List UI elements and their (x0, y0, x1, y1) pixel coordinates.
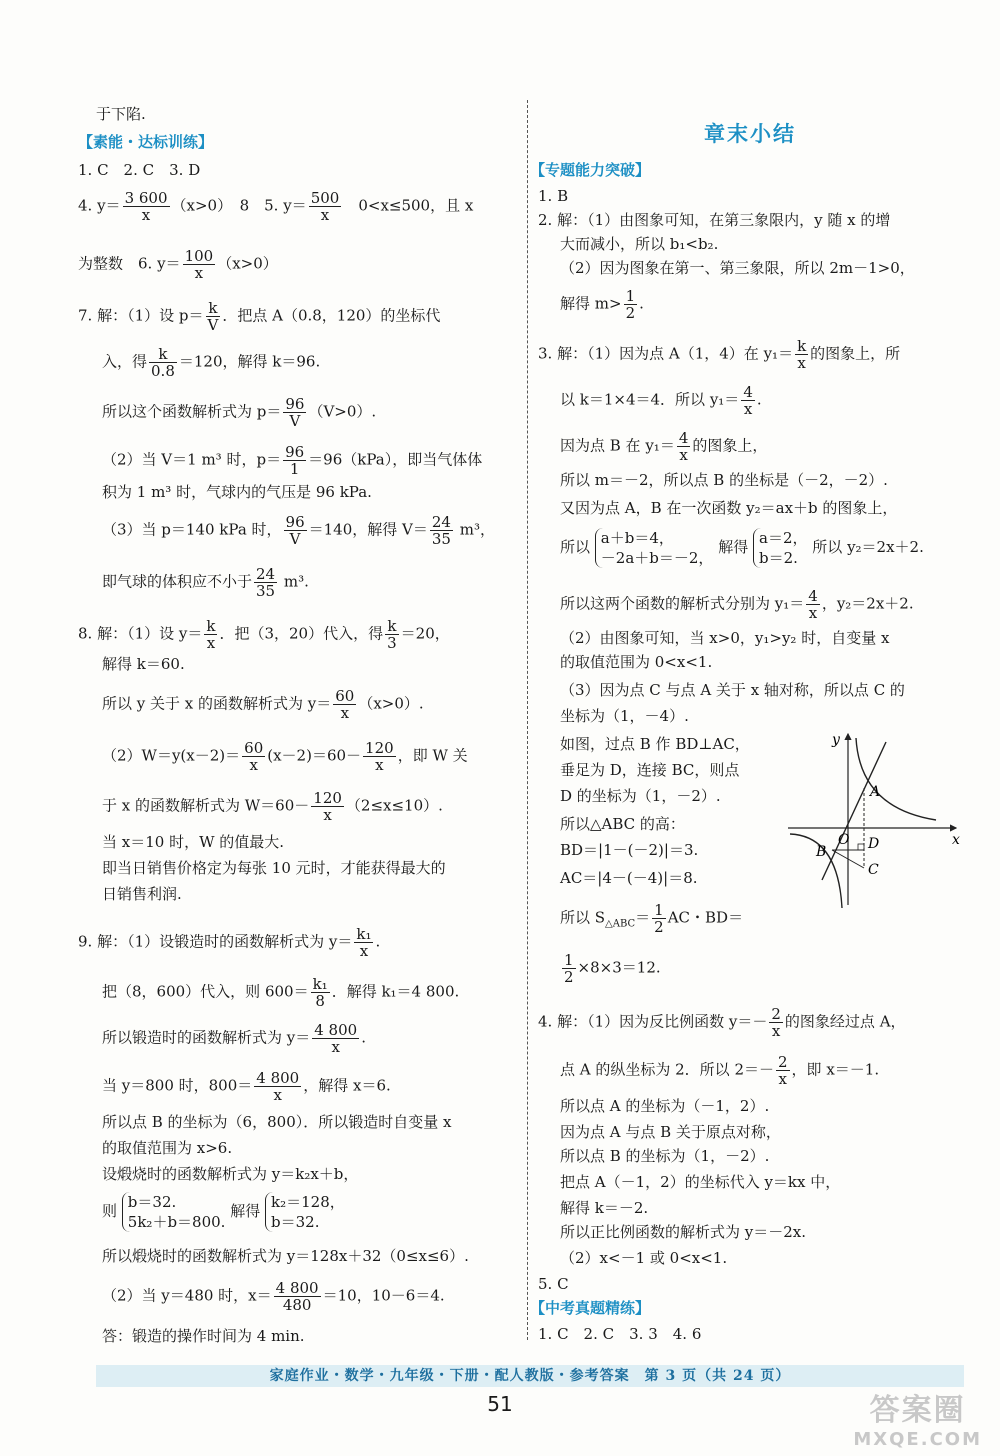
answer-line: 把点 A（－1，2）的坐标代入 y＝kx 中， (560, 1173, 841, 1191)
answer-line: 2. 解：（1）由图象可知，在第三象限内，y 随 x 的增 (538, 211, 891, 229)
answer-line: 又因为点 A，B 在一次函数 y₂＝ax＋b 的图象上， (560, 499, 898, 517)
fraction: $\frac{4 800}{x}$ (256, 1069, 300, 1104)
answer-line: 垂足为 D，连接 BC，则点 (560, 761, 740, 779)
answer-line: 7. 解：（1）设 p＝ $\frac{k}{V}$ ．把点 A（0.8，120）的坐标代 (78, 299, 441, 334)
answer-line: D 的坐标为（1，－2）. (560, 787, 721, 805)
answer-line: 日销售利润. (102, 885, 182, 903)
x-axis-label: x (952, 832, 960, 848)
answer-line: 即当日销售价格定为每张 10 元时，才能获得最大的 (102, 859, 446, 877)
origin-label: O (838, 832, 850, 848)
answer-line: 所以点 A 的坐标为（－1，2）. (560, 1097, 770, 1115)
answer-line: 即气球的体积应不小于 $\frac{24}{35}$ m³. (102, 565, 309, 600)
answer-line: 入，得 $\frac{k}{0.8}$ ＝120，解得 k＝96. (102, 345, 321, 380)
fraction: $\frac{4}{x}$ (743, 383, 753, 418)
answer-line: 解得 m> $\frac{1}{2}$ . (560, 287, 644, 322)
equation-system: a＋b＝4， －2a＋b＝－2， (595, 528, 714, 568)
answer-line: 答：锻造的操作时间为 4 min. (102, 1327, 305, 1345)
answer-line: （2）W＝y(x－2)＝ $\frac{60}{x}$ (x－2)＝60－ $\frac{120}{x}$ ，即 W 关 (102, 739, 468, 774)
function-graph (786, 730, 966, 910)
fraction: $\frac{500}{x}$ (310, 189, 340, 224)
answer-line: （3）当 p＝140 kPa 时， $\frac{96}{V}$ ＝140，解得 V＝ $\frac{24}{35}$ m³， (102, 513, 495, 548)
fraction: $\frac{k}{3}$ (387, 617, 397, 652)
fraction: $\frac{2}{x}$ (771, 1005, 781, 1040)
page-number: 51 (487, 1392, 513, 1416)
answer-line: 以 k＝1×4＝4．所以 y₁＝ $\frac{4}{x}$ . (560, 383, 762, 418)
answer-line: （2）x<－1 或 0<x<1. (560, 1249, 728, 1267)
answer-line: （2）当 y＝480 时，x＝ $\frac{4 800}{480}$ ＝10，10－6＝4. (102, 1279, 445, 1314)
answer-line: 大而减小，所以 b₁<b₂. (560, 235, 719, 253)
answer-line: 点 A 的纵坐标为 2．所以 2＝－ $\frac{2}{x}$ ，即 x＝－1. (560, 1053, 880, 1088)
answer-line: 所以△ABC 的高： (560, 815, 685, 833)
answer-line: $\frac{1}{2}$ ×8×3＝12. (564, 951, 661, 986)
equation-system: a＝2， b＝2. (753, 528, 808, 568)
answer-line: 4. 解：（1）因为反比例函数 y＝－ $\frac{2}{x}$ 的图象经过点 A， (538, 1005, 906, 1040)
equation-system: b＝32. 5k₂＋b＝800. (122, 1192, 226, 1232)
answer-line: 所以煅烧时的函数解析式为 y＝128x＋32（0≤x≤6）. (102, 1247, 469, 1265)
answer-line: 当 x＝10 时，W 的值最大. (102, 833, 285, 851)
fraction: $\frac{3 600}{x}$ (124, 189, 168, 224)
fraction: $\frac{4 800}{480}$ (275, 1279, 319, 1314)
fraction: $\frac{k}{x}$ (206, 617, 216, 652)
footer-bar: 家庭作业・数学・九年级・下册・配人教版・参考答案 第 3 页（共 24 页） (96, 1365, 964, 1387)
section-header: 【专题能力突破】 (530, 161, 651, 179)
fraction: $\frac{1}{2}$ (564, 951, 574, 986)
answer-line: （2）由图象可知，当 x>0，y₁>y₂ 时，自变量 x (560, 629, 890, 647)
answer-line: BD＝|1－(－2)|＝3. (560, 841, 699, 859)
answer-line: 解得 k＝60. (102, 655, 185, 673)
answer-line: 所以正比例函数的解析式为 y＝－2x. (560, 1223, 807, 1241)
answer-line: 坐标为（1，－4）. (560, 707, 689, 725)
answer-line: 5. C (538, 1275, 569, 1293)
fraction: $\frac{\text{k₁}}{x}$ (356, 925, 372, 960)
answer-line: 所以 y 关于 x 的函数解析式为 y＝ $\frac{60}{x}$ （x>0）. (102, 687, 424, 722)
answer-line: （2）因为图象在第一、第三象限，所以 2m－1>0， (560, 259, 915, 277)
answer-line: 所以这个函数解析式为 p＝ $\frac{96}{V}$ （V>0）. (102, 395, 377, 430)
answer-line: 所以 $S_{\triangle ABC}=$ $\frac{1}{2}$ AC・BD＝ (560, 901, 744, 936)
fraction: $\frac{k}{0.8}$ (151, 345, 175, 380)
fraction: $\frac{4}{x}$ (808, 587, 818, 622)
answer-line: 所以锻造时的函数解析式为 y＝ $\frac{4 800}{x}$ . (102, 1021, 366, 1056)
answer-line: 把（8，600）代入，则 600＝ $\frac{\text{k₁}}{8}$ ．解得 k₁＝4 800. (102, 975, 460, 1010)
fraction: $\frac{1}{2}$ (625, 287, 636, 322)
right-angle-mark (858, 844, 864, 850)
answer-line: （3）因为点 C 与点 A 关于 x 轴对称，所以点 C 的 (560, 681, 905, 699)
answer-line: 积为 1 m³ 时，气球内的气压是 96 kPa. (102, 483, 372, 501)
chapter-title: 章末小结 (704, 121, 796, 146)
fraction: $\frac{96}{V}$ (285, 513, 305, 548)
fraction: $\frac{60}{x}$ (335, 687, 355, 722)
answer-line: 1. B (538, 187, 569, 205)
fraction: $\frac{k}{V}$ (207, 299, 219, 334)
section-header: 【中考真题精练】 (530, 1299, 651, 1317)
y-axis-label: y (832, 732, 840, 748)
answer-line: 设煅烧时的函数解析式为 y＝k₂x＋b， (102, 1165, 359, 1183)
point-b-label: B (816, 844, 827, 860)
fraction: $\frac{60}{x}$ (244, 739, 264, 774)
answer-line: 所以这两个函数的解析式分别为 y₁＝ $\frac{4}{x}$ ，y₂＝2x＋2. (560, 587, 914, 622)
fraction: $\frac{120}{x}$ (313, 789, 342, 824)
watermark: 答案圈 MXQE.COM (853, 1393, 982, 1450)
answer-line: （2）当 V＝1 m³ 时，p＝ $\frac{96}{1}$ ＝96（kPa），即当气体体 (102, 443, 483, 478)
fraction: $\frac{100}{x}$ (184, 247, 214, 282)
answer-line: 因为点 A 与点 B 关于原点对称， (560, 1123, 781, 1141)
section-header: 【素能・达标训练】 (78, 133, 214, 151)
answer-line: 4. y＝ $\frac{3 600}{x}$ （x>0） 8 5. y＝ $\frac{500}{x}$ 0<x≤500，且 x (78, 189, 474, 224)
equation-system: k₂＝128， b＝32. (265, 1192, 345, 1232)
answer-line: 所以点 B 的坐标为（1，－2）. (560, 1147, 770, 1165)
answer-line: 如图，过点 B 作 BD⊥AC， (560, 735, 750, 753)
line-y2 (822, 742, 886, 880)
answer-line: AC＝|4－(－4)|＝8. (560, 869, 698, 887)
fraction: $\frac{4 800}{x}$ (314, 1021, 358, 1056)
answer-line: 解得 k＝－2. (560, 1199, 649, 1217)
answer-line: 1. C 2. C 3. 3 4. 6 (538, 1325, 702, 1343)
answer-line: 所以 a＋b＝4， －2a＋b＝－2， 解得 a＝2， b＝2. 所以 y₂＝2x＋2. (560, 529, 924, 567)
answer-line: 为整数 6. y＝ $\frac{100}{x}$ （x>0） (78, 247, 278, 282)
fraction: $\frac{k}{x}$ (797, 337, 807, 372)
fraction: $\frac{96}{1}$ (285, 443, 305, 478)
answer-line: 则 b＝32. 5k₂＋b＝800. 解得 k₂＝128， b＝32. (102, 1193, 345, 1231)
fraction: $\frac{1}{2}$ (654, 901, 664, 936)
point-c-label: C (868, 862, 879, 878)
answer-line: 1. C 2. C 3. D (78, 161, 201, 179)
fraction: $\frac{\text{k₁}}{8}$ (312, 975, 328, 1010)
answer-line: 所以点 B 的坐标为（6，800）．所以锻造时自变量 x (102, 1113, 452, 1131)
fraction: $\frac{2}{x}$ (778, 1053, 788, 1088)
answer-line: 3. 解：（1）因为点 A（1，4）在 y₁＝ $\frac{k}{x}$ 的图象上，所 (538, 337, 901, 372)
answer-line: 所以 m＝－2，所以点 B 的坐标是（－2，－2）. (560, 471, 888, 489)
fraction: $\frac{24}{35}$ (431, 513, 451, 548)
answer-line: 的取值范围为 0<x<1. (560, 653, 713, 671)
text-line: 于下陷. (96, 105, 146, 123)
answer-line: 当 y＝800 时，800＝ $\frac{4 800}{x}$ ，解得 x＝6. (102, 1069, 391, 1104)
fraction: $\frac{4}{x}$ (678, 429, 689, 464)
point-a-label: A (870, 784, 881, 800)
answer-line: 9. 解：（1）设锻造时的函数解析式为 y＝ $\frac{\text{k₁}}{x}$ . (78, 925, 381, 960)
column-divider (527, 100, 528, 1340)
answer-line: 8. 解：（1）设 y＝ $\frac{k}{x}$ ．把（3，20）代入，得 $\frac{k}{3}$ ＝20， (78, 617, 450, 652)
hyperbola-branch-1 (856, 738, 936, 820)
fraction: $\frac{96}{V}$ (285, 395, 305, 430)
fraction: $\frac{24}{35}$ (256, 565, 276, 600)
answer-line: 于 x 的函数解析式为 W＝60－ $\frac{120}{x}$ （2≤x≤10）. (102, 789, 443, 824)
answer-line: 的取值范围为 x>6. (102, 1139, 233, 1157)
point-d-label: D (868, 836, 880, 852)
fraction: $\frac{120}{x}$ (365, 739, 394, 774)
answer-line: 因为点 B 在 y₁＝ $\frac{4}{x}$ 的图象上， (560, 429, 768, 464)
